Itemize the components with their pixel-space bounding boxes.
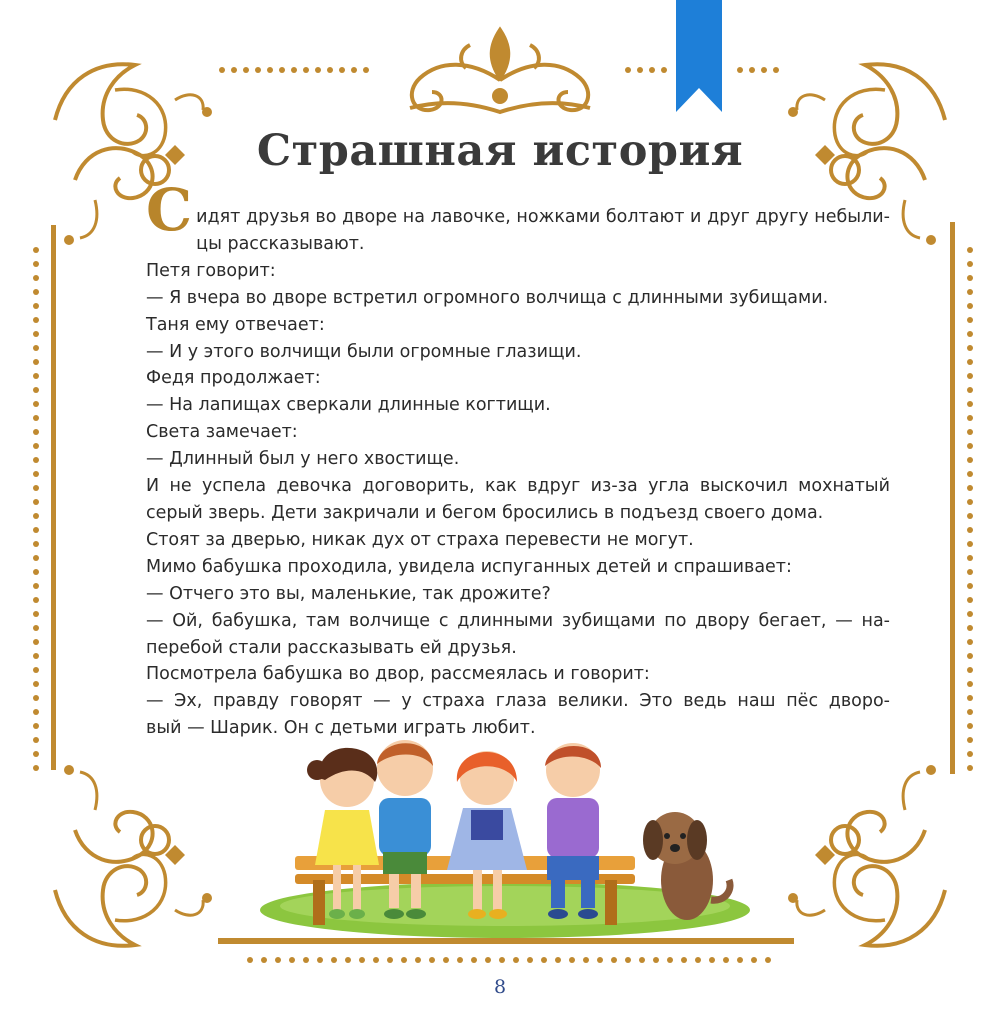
- story-line: Посмотрела бабушка во двор, рассмеялась и говорит:: [146, 664, 650, 685]
- story-line: — Длинный был у него хвостище.: [146, 449, 460, 470]
- corner-ornament-bottom-right: [788, 765, 945, 946]
- story-line: Стоят за дверью, никак дух от страха перевести не могут.: [146, 529, 694, 550]
- bookmark-ribbon-icon: [676, 0, 722, 112]
- corner-ornament-bottom-left: [55, 765, 212, 946]
- story-line: Петя говорит:: [146, 260, 276, 281]
- story-line: — Эх, правду говорят — у страха глаза велики. Это ведь наш пёс дворо-: [146, 691, 890, 712]
- story-line: цы рассказывают.: [196, 233, 365, 254]
- children-on-bench-illustration: [255, 730, 755, 940]
- story-line: — И у этого волчищи были огромные глазищи.: [146, 341, 582, 362]
- story-line: вый — Шарик. Он с детьми играть любит.: [146, 718, 536, 739]
- left-border-bar: [51, 225, 56, 770]
- story-text: [146, 178, 890, 742]
- story-line: — Я вчера во дворе встретил огромного волчища с длинными зубищами.: [146, 287, 829, 308]
- drop-cap: С: [146, 176, 193, 244]
- page-number: 8: [493, 976, 507, 998]
- story-line: И не успела девочка договорить, как вдруг из-за угла выскочил мохнатый: [146, 476, 890, 497]
- story-line: идят друзья во дворе на лавочке, ножками болтают и друг другу небыли-: [196, 207, 890, 227]
- dotted-line-bottom: [247, 957, 771, 963]
- story-line: серый зверь. Дети закричали и бегом бросились в подъезд своего дома.: [146, 502, 824, 523]
- top-center-ornament: [410, 30, 590, 112]
- story-line: Мимо бабушка проходила, увидела испуганных детей и спрашивает:: [146, 556, 792, 577]
- story-line: — На лапищах сверкали длинные когтищи.: [146, 395, 551, 416]
- story-line: Света замечает:: [146, 422, 298, 443]
- story-line: — Отчего это вы, маленькие, так дрожите?: [146, 583, 551, 604]
- story-line: Таня ему отвечает:: [146, 314, 325, 335]
- page-title: Страшная история: [256, 126, 744, 176]
- story-line: Федя продолжает:: [146, 368, 321, 389]
- story-line: перебой стали рассказывать ей друзья.: [146, 637, 517, 658]
- dotted-line-right: [967, 247, 973, 771]
- story-line: — Ой, бабушка, там волчище с длинными зубищами по двору бегает, — на-: [146, 610, 890, 631]
- right-border-bar: [950, 222, 955, 774]
